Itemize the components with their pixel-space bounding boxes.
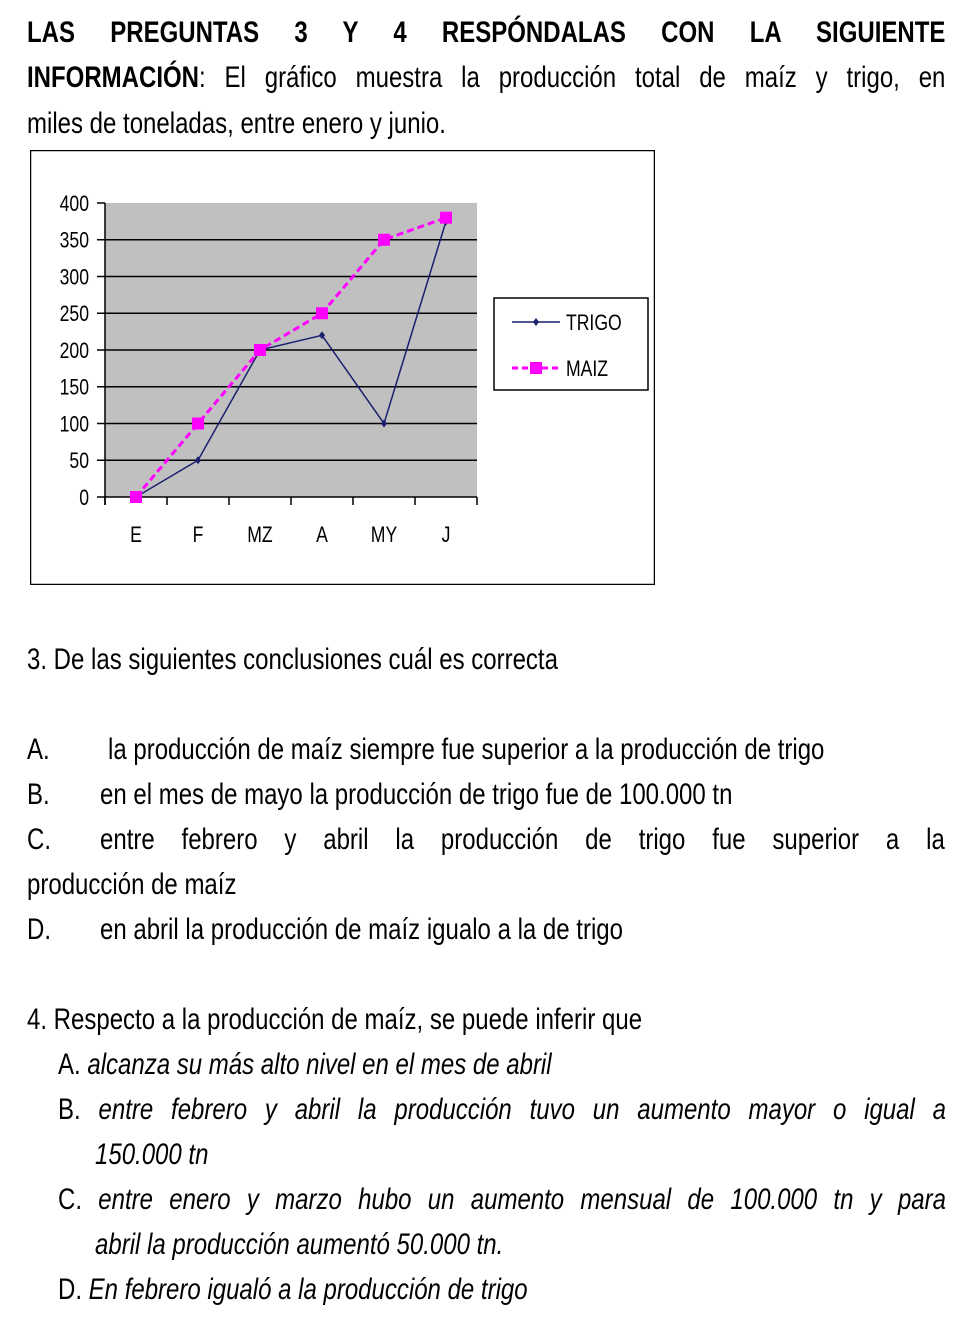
q3-option-c-letter: C.	[27, 823, 51, 856]
q4-option-b: B. entre febrero y abril la producción tuvo un aumento mayor o igual a	[58, 1093, 946, 1126]
x-tick-label-F: F	[192, 523, 204, 548]
intro-line-2	[27, 60, 945, 96]
legend-label-trigo: TRIGO	[566, 311, 622, 336]
q3-option-b-letter: B.	[27, 778, 50, 811]
q4-option-d: D. En febrero igualó a la producción de trigo	[58, 1273, 528, 1306]
legend-marker	[530, 362, 542, 374]
line-chart	[30, 150, 655, 585]
y-tick-label: 200	[59, 339, 89, 364]
question-4: 4. Respecto a la producción de maíz, se puede inferir que	[27, 1003, 643, 1036]
x-tick-label-MZ: MZ	[247, 523, 273, 548]
data-point-maiz	[192, 418, 204, 430]
legend-label-maiz: MAIZ	[566, 357, 609, 382]
q3-option-a-letter: A.	[27, 733, 50, 766]
y-tick-label: 400	[59, 192, 89, 217]
q3-option-c: entre febrero y abril la producción de trigo fue superior a la	[100, 823, 945, 856]
q3-option-d-letter: D.	[27, 913, 51, 946]
y-tick-label: 100	[59, 412, 89, 438]
intro-text: : El gráfico muestra la producción total de maíz y trigo, en	[198, 61, 946, 94]
y-tick-label: 50	[69, 449, 89, 474]
y-tick-label: 0	[79, 486, 89, 511]
x-tick-label-A: A	[316, 523, 328, 548]
data-point-maiz	[254, 344, 266, 356]
q3-option-d: en abril la producción de maíz igualo a la de trigo	[100, 913, 623, 946]
data-point-maiz	[316, 307, 328, 319]
y-tick-label: 250	[59, 302, 89, 327]
intro-line-1: LAS PREGUNTAS 3 Y 4 RESPÓNDALAS CON LA SIGUIENTE	[27, 16, 946, 49]
data-point-maiz	[440, 212, 452, 224]
data-point-maiz	[130, 491, 142, 503]
q3-option-c-cont: producción de maíz	[27, 868, 237, 901]
intro-line-3: miles de toneladas, entre enero y junio.	[27, 107, 446, 140]
intro-lead: INFORMACIÓN	[27, 61, 199, 94]
y-tick-label: 150	[59, 375, 89, 401]
question-3: 3. De las siguientes conclusiones cuál es correcta	[27, 643, 558, 676]
y-tick-label: 300	[59, 265, 89, 291]
q4-option-b-cont: 150.000 tn	[95, 1138, 209, 1171]
data-point-maiz	[378, 234, 390, 246]
q4-option-c: C. entre enero y marzo hubo un aumento mensual de 100.000 tn y para	[58, 1183, 946, 1216]
y-tick-label: 350	[59, 228, 89, 254]
q3-option-a: la producción de maíz siempre fue superior a la producción de trigo	[108, 733, 825, 766]
q4-option-c-cont: abril la producción aumentó 50.000 tn.	[95, 1228, 504, 1261]
x-tick-label-MY: MY	[370, 523, 398, 548]
x-tick-label-E: E	[130, 523, 142, 548]
q4-option-a: A. alcanza su más alto nivel en el mes de abril	[58, 1048, 552, 1081]
q3-option-b: en el mes de mayo la producción de trigo fue de 100.000 tn	[100, 778, 733, 811]
x-tick-label-J: J	[441, 523, 451, 548]
